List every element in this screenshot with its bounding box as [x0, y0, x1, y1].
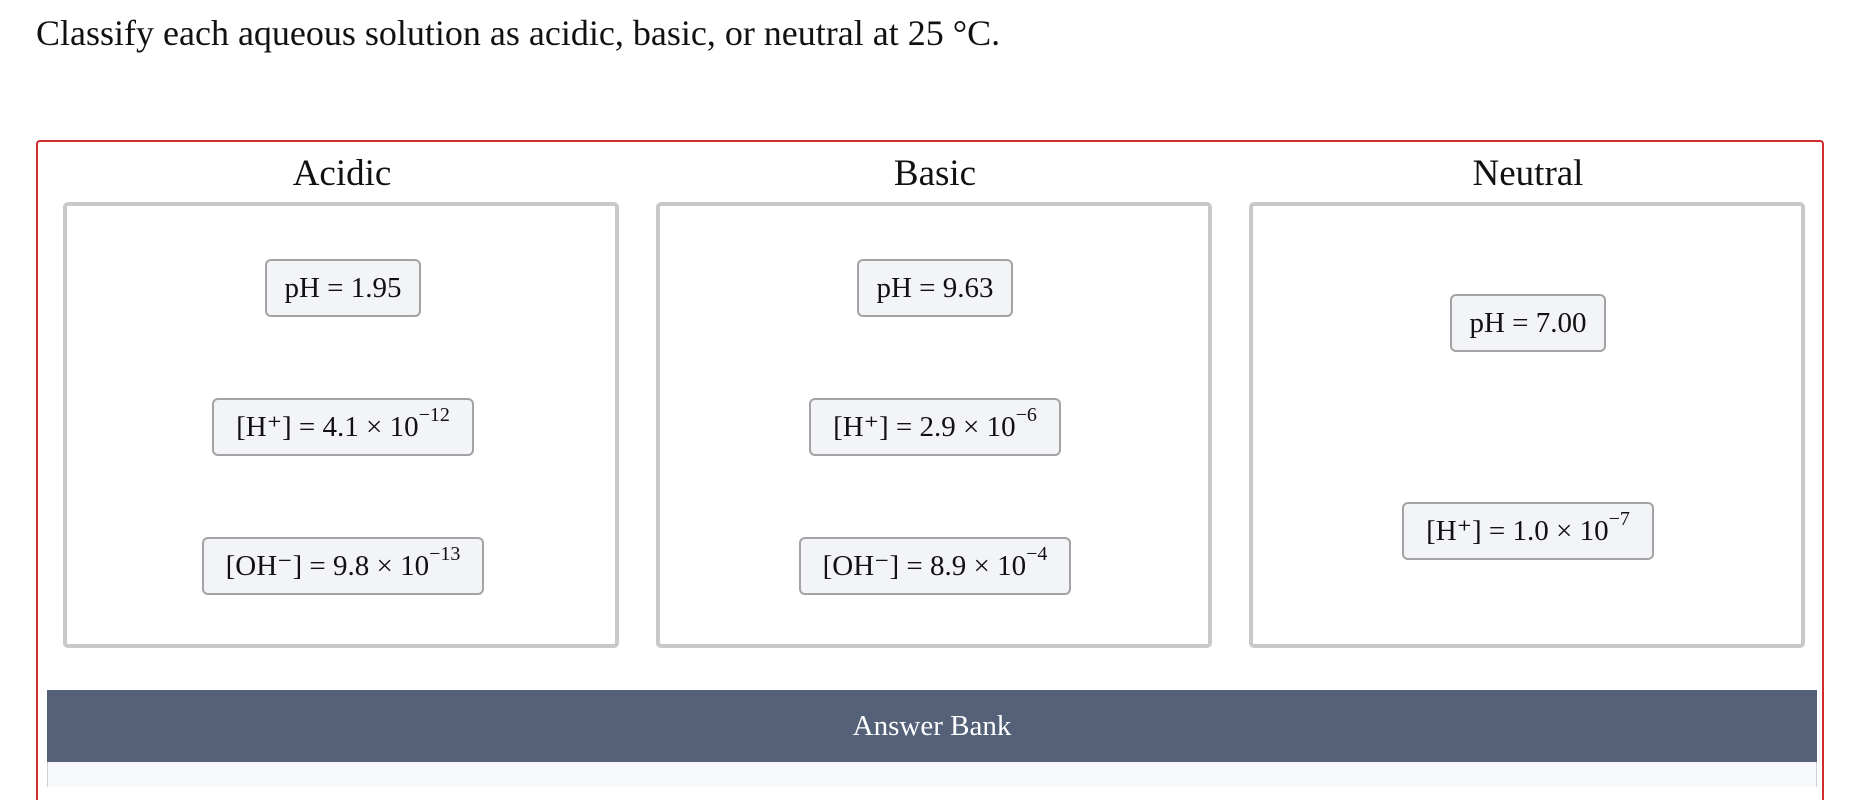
acidic-column-title: Acidic	[292, 153, 392, 194]
chip-base: [OH⁻] = 9.8 × 10	[225, 550, 430, 582]
neutral-column-title: Neutral	[1472, 153, 1584, 194]
chip-neutral-ph[interactable]	[1450, 294, 1606, 352]
basic-column-title: Basic	[893, 153, 977, 194]
neutral-drop-zone[interactable]	[1249, 202, 1805, 648]
chip-exponent: −7	[1608, 508, 1630, 531]
question-prompt: Classify each aqueous solution as acidic, basic, or neutral at 25 °C.	[36, 13, 1001, 53]
chip-base: [H⁺] = 2.9 × 10	[833, 411, 1016, 443]
chip-exponent: −12	[418, 404, 450, 427]
chip-acidic-oh-concentration[interactable]	[202, 537, 484, 595]
chip-basic-h-concentration[interactable]	[809, 398, 1061, 456]
chip-exponent: −4	[1026, 543, 1048, 566]
answer-bank-header: Answer Bank	[47, 690, 1817, 762]
chip-base: [H⁺] = 1.0 × 10	[1426, 515, 1609, 547]
chip-base: [OH⁻] = 8.9 × 10	[822, 550, 1027, 582]
chip-acidic-h-concentration[interactable]	[212, 398, 474, 456]
chip-acidic-ph[interactable]	[265, 259, 421, 317]
chip-exponent: −6	[1015, 404, 1037, 427]
chip-basic-oh-concentration[interactable]	[799, 537, 1071, 595]
chip-basic-ph[interactable]	[857, 259, 1013, 317]
chip-exponent: −13	[429, 543, 461, 566]
chip-label: pH = 1.95	[284, 272, 402, 304]
chip-label: pH = 9.63	[876, 272, 994, 304]
chip-label: pH = 7.00	[1469, 307, 1587, 339]
answer-bank-drop-zone[interactable]	[47, 762, 1817, 787]
chip-base: [H⁺] = 4.1 × 10	[236, 411, 419, 443]
chip-neutral-h-concentration[interactable]	[1402, 502, 1654, 560]
